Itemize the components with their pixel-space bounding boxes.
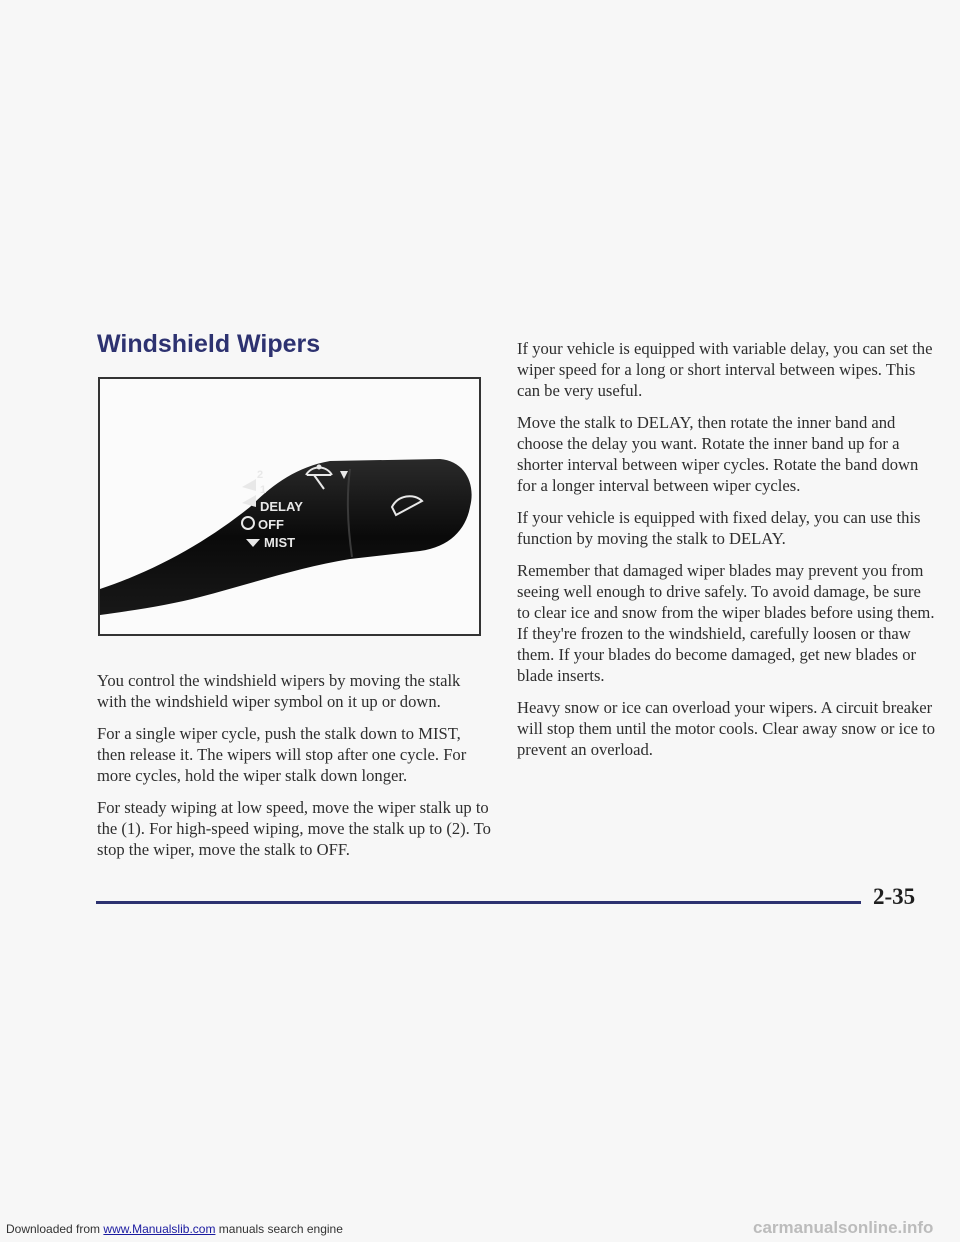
paragraph: Move the stalk to DELAY, then rotate the inner band and choose the delay you want. Rotate the inner band up for a shorter interval between wiper cycles. Rotate the band down for a longer interval between wiper cycles.	[517, 413, 919, 495]
label-off: OFF	[258, 517, 284, 532]
section-title: Windshield Wipers	[97, 330, 321, 358]
paragraph: If your vehicle is equipped with fixed delay, you can use this function by moving the stalk to DELAY.	[517, 508, 921, 548]
manualslib-link[interactable]: www.Manualslib.com	[103, 1222, 216, 1236]
paragraph: For a single wiper cycle, push the stalk down to MIST, then release it. The wipers will stop after one cycle. For more cycles, hold the wiper stalk down longer.	[97, 724, 467, 785]
paragraph: Heavy snow or ice can overload your wipers. A circuit breaker will stop them until the motor cools. Clear away snow or ice to prevent an overload.	[517, 698, 935, 759]
page-number: 2-35	[873, 884, 916, 909]
watermark: carmanualsonline.info	[753, 1218, 934, 1237]
label-one: 1	[260, 484, 267, 496]
right-column	[517, 338, 937, 771]
label-two: 2	[257, 469, 264, 481]
speed-low-marker	[242, 495, 256, 507]
download-footer	[6, 1222, 343, 1236]
wiper-stalk-illustration	[100, 379, 479, 634]
paragraph: Remember that damaged wiper blades may prevent you from seeing well enough to drive safely. To avoid damage, be sure to clear ice and snow from the wiper blades before using them. If they're frozen to the windshield, carefully loosen or thaw them. If your blades do become damaged, get new blades or blade inserts.	[517, 561, 935, 685]
label-mist: MIST	[264, 535, 296, 550]
footer-suffix: manuals search engine	[218, 1222, 343, 1236]
wiper-stalk-figure	[98, 377, 481, 636]
speed-high-marker	[242, 479, 256, 491]
paragraph: You control the windshield wipers by moving the stalk with the windshield wiper symbol on it up or down.	[97, 671, 461, 711]
footer-rule	[96, 901, 861, 904]
footer-prefix: Downloaded from	[6, 1222, 101, 1236]
left-column	[97, 670, 492, 871]
label-delay: DELAY	[260, 499, 303, 514]
paragraph: For steady wiping at low speed, move the wiper stalk up to the (1). For high-speed wiping, move the stalk up to (2). To stop the wiper, move the stalk to OFF.	[97, 798, 491, 859]
paragraph: If your vehicle is equipped with variable delay, you can set the wiper speed for a long or short interval between wipes. This can be very useful.	[517, 339, 933, 400]
